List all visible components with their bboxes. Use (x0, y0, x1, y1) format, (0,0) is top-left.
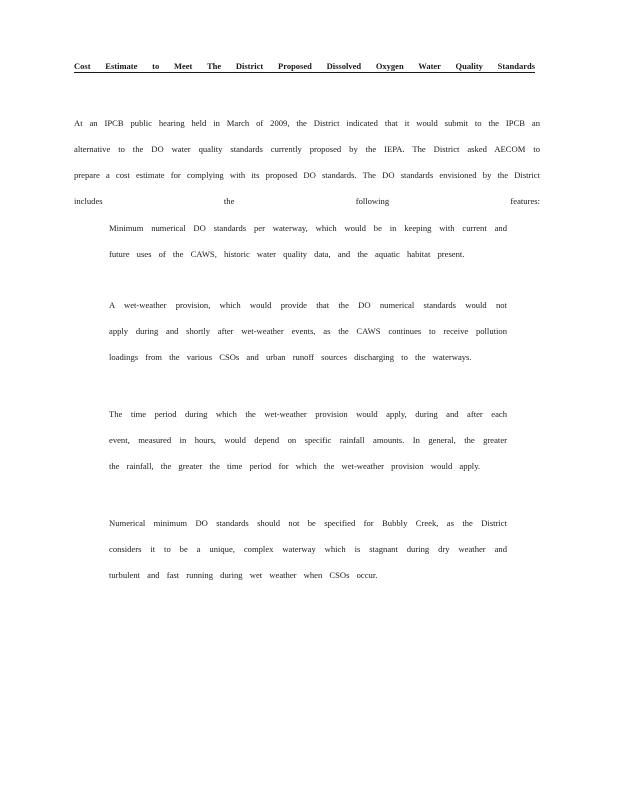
bullet-text: Numerical minimum DO standards should not be specified for Bubbly Creek, as the District considers it to be a unique, complex waterway which is stagnant during dry weather and turbulent and fast running during wet weather when CSOs occur. (109, 518, 507, 580)
bullet-text: The time period during which the wet-weather provision would apply, during and after each event, measured in hours, would depend on specific rainfall amounts. In general, the greater the rainfall, the greater the time period for which the wet-weather provision would apply. (109, 409, 507, 471)
intro-paragraph: At an IPCB public hearing held in March of 2009, the District indicated that it would submit to the IPCB an alternative to the DO water quality standards currently proposed by the IEPA. The District asked AECOM to prepare a cost estimate for complying with its proposed DO standards. The DO standards envisioned by the District includes the following features: (74, 118, 540, 206)
bullet-text: Minimum numerical DO standards per waterway, which would be in keeping with current and future uses of the CAWS, historic water quality data, and the aquatic habitat present. (109, 223, 507, 259)
document-title: Cost Estimate to Meet The District Proposed Dissolved Oxygen Water Quality Standards (74, 61, 535, 71)
bullet-text: A wet-weather provision, which would provide that the DO numerical standards would not apply during and shortly after wet-weather events, as the CAWS continues to receive pollution loadings from the various CSOs and urban runoff sources discharging to the waterways. (109, 300, 507, 362)
